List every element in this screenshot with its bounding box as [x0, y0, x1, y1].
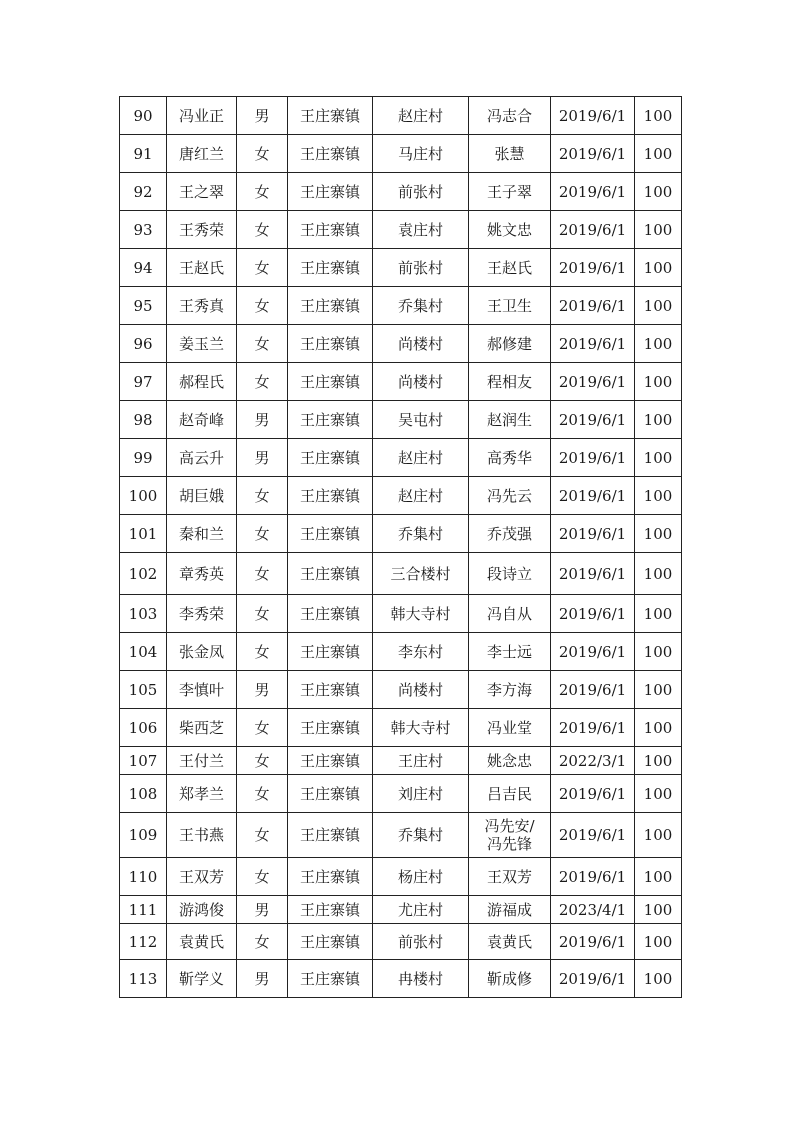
cell-town: 王庄寨镇 — [288, 135, 373, 173]
cell-sex: 男 — [237, 401, 288, 439]
cell-sex: 女 — [237, 633, 288, 671]
cell-amount: 100 — [635, 515, 682, 553]
cell-date: 2019/6/1 — [551, 97, 635, 135]
cell-village: 尚楼村 — [373, 671, 469, 709]
cell-name: 王书燕 — [167, 813, 237, 858]
cell-amount: 100 — [635, 747, 682, 775]
cell-village: 韩大寺村 — [373, 595, 469, 633]
cell-sex: 女 — [237, 287, 288, 325]
table-row — [120, 477, 682, 515]
cell-name: 唐红兰 — [167, 135, 237, 173]
cell-amount: 100 — [635, 363, 682, 401]
cell-town: 王庄寨镇 — [288, 671, 373, 709]
cell-date: 2019/6/1 — [551, 633, 635, 671]
cell-sex: 男 — [237, 97, 288, 135]
cell-town: 王庄寨镇 — [288, 249, 373, 287]
cell-village: 乔集村 — [373, 515, 469, 553]
cell-village: 赵庄村 — [373, 439, 469, 477]
cell-contact: 冯业堂 — [469, 709, 551, 747]
cell-date: 2019/6/1 — [551, 135, 635, 173]
cell-serial-number: 95 — [120, 287, 167, 325]
cell-town: 王庄寨镇 — [288, 858, 373, 896]
cell-date: 2019/6/1 — [551, 287, 635, 325]
cell-amount: 100 — [635, 960, 682, 998]
cell-contact: 王卫生 — [469, 287, 551, 325]
cell-date: 2023/4/1 — [551, 896, 635, 924]
cell-village: 赵庄村 — [373, 97, 469, 135]
cell-sex: 女 — [237, 325, 288, 363]
cell-town: 王庄寨镇 — [288, 97, 373, 135]
cell-town: 王庄寨镇 — [288, 633, 373, 671]
cell-name: 冯业正 — [167, 97, 237, 135]
cell-name: 赵奇峰 — [167, 401, 237, 439]
cell-serial-number: 108 — [120, 775, 167, 813]
cell-serial-number: 97 — [120, 363, 167, 401]
cell-contact: 姚文忠 — [469, 211, 551, 249]
cell-village: 前张村 — [373, 173, 469, 211]
table-row — [120, 439, 682, 477]
cell-date: 2019/6/1 — [551, 775, 635, 813]
cell-town: 王庄寨镇 — [288, 960, 373, 998]
cell-town: 王庄寨镇 — [288, 924, 373, 960]
cell-amount: 100 — [635, 924, 682, 960]
cell-village: 李东村 — [373, 633, 469, 671]
cell-sex: 男 — [237, 896, 288, 924]
cell-town: 王庄寨镇 — [288, 477, 373, 515]
cell-village: 吴屯村 — [373, 401, 469, 439]
table-row — [120, 363, 682, 401]
table-row — [120, 813, 682, 858]
cell-town: 王庄寨镇 — [288, 747, 373, 775]
cell-sex: 女 — [237, 363, 288, 401]
cell-contact: 袁黄氏 — [469, 924, 551, 960]
cell-village: 袁庄村 — [373, 211, 469, 249]
cell-town: 王庄寨镇 — [288, 401, 373, 439]
cell-serial-number: 104 — [120, 633, 167, 671]
cell-sex: 女 — [237, 515, 288, 553]
cell-sex: 女 — [237, 249, 288, 287]
cell-date: 2019/6/1 — [551, 553, 635, 595]
cell-village: 韩大寺村 — [373, 709, 469, 747]
cell-date: 2019/6/1 — [551, 401, 635, 439]
table-row — [120, 858, 682, 896]
cell-date: 2019/6/1 — [551, 595, 635, 633]
cell-name: 胡巨娥 — [167, 477, 237, 515]
table-row — [120, 249, 682, 287]
cell-sex: 女 — [237, 813, 288, 858]
cell-town: 王庄寨镇 — [288, 325, 373, 363]
cell-date: 2019/6/1 — [551, 477, 635, 515]
cell-village: 赵庄村 — [373, 477, 469, 515]
table-row — [120, 896, 682, 924]
cell-amount: 100 — [635, 709, 682, 747]
cell-serial-number: 98 — [120, 401, 167, 439]
cell-name: 靳学义 — [167, 960, 237, 998]
table-row — [120, 401, 682, 439]
cell-contact: 高秀华 — [469, 439, 551, 477]
cell-date: 2019/6/1 — [551, 813, 635, 858]
cell-sex: 男 — [237, 439, 288, 477]
cell-name: 郝程氏 — [167, 363, 237, 401]
cell-town: 王庄寨镇 — [288, 173, 373, 211]
cell-amount: 100 — [635, 135, 682, 173]
table-row — [120, 173, 682, 211]
cell-village: 冉楼村 — [373, 960, 469, 998]
cell-amount: 100 — [635, 813, 682, 858]
cell-sex: 女 — [237, 747, 288, 775]
cell-town: 王庄寨镇 — [288, 709, 373, 747]
cell-name: 王双芳 — [167, 858, 237, 896]
cell-amount: 100 — [635, 325, 682, 363]
table-row — [120, 775, 682, 813]
cell-sex: 女 — [237, 775, 288, 813]
cell-serial-number: 112 — [120, 924, 167, 960]
cell-town: 王庄寨镇 — [288, 896, 373, 924]
table-row — [120, 287, 682, 325]
cell-date: 2019/6/1 — [551, 325, 635, 363]
cell-serial-number: 91 — [120, 135, 167, 173]
cell-contact: 李士远 — [469, 633, 551, 671]
table-row — [120, 325, 682, 363]
cell-serial-number: 111 — [120, 896, 167, 924]
cell-serial-number: 110 — [120, 858, 167, 896]
cell-town: 王庄寨镇 — [288, 775, 373, 813]
records-table — [119, 96, 682, 998]
cell-serial-number: 107 — [120, 747, 167, 775]
cell-serial-number: 101 — [120, 515, 167, 553]
table-row — [120, 515, 682, 553]
cell-serial-number: 105 — [120, 671, 167, 709]
cell-date: 2019/6/1 — [551, 671, 635, 709]
cell-serial-number: 99 — [120, 439, 167, 477]
cell-serial-number: 109 — [120, 813, 167, 858]
cell-name: 章秀英 — [167, 553, 237, 595]
cell-name: 李秀荣 — [167, 595, 237, 633]
cell-amount: 100 — [635, 211, 682, 249]
cell-name: 秦和兰 — [167, 515, 237, 553]
cell-name: 高云升 — [167, 439, 237, 477]
cell-sex: 女 — [237, 858, 288, 896]
cell-amount: 100 — [635, 249, 682, 287]
table-row — [120, 747, 682, 775]
table-row — [120, 97, 682, 135]
cell-sex: 女 — [237, 477, 288, 515]
table-row — [120, 671, 682, 709]
cell-date: 2019/6/1 — [551, 439, 635, 477]
cell-name: 王赵氏 — [167, 249, 237, 287]
cell-village: 尚楼村 — [373, 363, 469, 401]
cell-date: 2022/3/1 — [551, 747, 635, 775]
cell-amount: 100 — [635, 633, 682, 671]
cell-serial-number: 100 — [120, 477, 167, 515]
cell-contact: 冯自从 — [469, 595, 551, 633]
cell-name: 郑孝兰 — [167, 775, 237, 813]
cell-contact: 赵润生 — [469, 401, 551, 439]
cell-town: 王庄寨镇 — [288, 439, 373, 477]
cell-amount: 100 — [635, 439, 682, 477]
cell-sex: 女 — [237, 553, 288, 595]
table-row — [120, 709, 682, 747]
cell-village: 尤庄村 — [373, 896, 469, 924]
cell-name: 张金凤 — [167, 633, 237, 671]
cell-village: 马庄村 — [373, 135, 469, 173]
cell-amount: 100 — [635, 97, 682, 135]
cell-serial-number: 92 — [120, 173, 167, 211]
cell-amount: 100 — [635, 858, 682, 896]
cell-serial-number: 102 — [120, 553, 167, 595]
cell-sex: 女 — [237, 709, 288, 747]
cell-village: 王庄村 — [373, 747, 469, 775]
cell-sex: 女 — [237, 135, 288, 173]
cell-village: 前张村 — [373, 249, 469, 287]
cell-name: 王秀荣 — [167, 211, 237, 249]
table-row — [120, 135, 682, 173]
cell-contact: 程相友 — [469, 363, 551, 401]
cell-contact: 王双芳 — [469, 858, 551, 896]
cell-village: 前张村 — [373, 924, 469, 960]
table-row — [120, 633, 682, 671]
cell-amount: 100 — [635, 553, 682, 595]
cell-name: 李慎叶 — [167, 671, 237, 709]
cell-serial-number: 106 — [120, 709, 167, 747]
cell-date: 2019/6/1 — [551, 960, 635, 998]
cell-sex: 女 — [237, 595, 288, 633]
cell-sex: 男 — [237, 960, 288, 998]
cell-serial-number: 103 — [120, 595, 167, 633]
cell-sex: 女 — [237, 173, 288, 211]
cell-serial-number: 90 — [120, 97, 167, 135]
cell-village: 乔集村 — [373, 287, 469, 325]
cell-amount: 100 — [635, 287, 682, 325]
cell-town: 王庄寨镇 — [288, 287, 373, 325]
cell-town: 王庄寨镇 — [288, 363, 373, 401]
cell-name: 王付兰 — [167, 747, 237, 775]
cell-date: 2019/6/1 — [551, 173, 635, 211]
cell-town: 王庄寨镇 — [288, 211, 373, 249]
cell-amount: 100 — [635, 595, 682, 633]
cell-contact: 张慧 — [469, 135, 551, 173]
cell-contact: 冯先云 — [469, 477, 551, 515]
cell-date: 2019/6/1 — [551, 249, 635, 287]
table-row — [120, 595, 682, 633]
cell-date: 2019/6/1 — [551, 363, 635, 401]
cell-town: 王庄寨镇 — [288, 553, 373, 595]
cell-amount: 100 — [635, 477, 682, 515]
cell-date: 2019/6/1 — [551, 924, 635, 960]
cell-contact: 乔茂强 — [469, 515, 551, 553]
cell-amount: 100 — [635, 173, 682, 211]
cell-village: 刘庄村 — [373, 775, 469, 813]
cell-sex: 男 — [237, 671, 288, 709]
cell-contact: 王子翠 — [469, 173, 551, 211]
cell-town: 王庄寨镇 — [288, 595, 373, 633]
cell-name: 袁黄氏 — [167, 924, 237, 960]
cell-date: 2019/6/1 — [551, 858, 635, 896]
cell-village: 三合楼村 — [373, 553, 469, 595]
cell-amount: 100 — [635, 401, 682, 439]
cell-town: 王庄寨镇 — [288, 813, 373, 858]
table-row — [120, 960, 682, 998]
cell-amount: 100 — [635, 896, 682, 924]
table-row — [120, 211, 682, 249]
cell-contact: 李方海 — [469, 671, 551, 709]
records-table-body — [120, 97, 682, 998]
cell-contact: 姚念忠 — [469, 747, 551, 775]
cell-contact: 冯志合 — [469, 97, 551, 135]
cell-date: 2019/6/1 — [551, 709, 635, 747]
table-row — [120, 924, 682, 960]
cell-sex: 女 — [237, 924, 288, 960]
cell-date: 2019/6/1 — [551, 211, 635, 249]
cell-serial-number: 113 — [120, 960, 167, 998]
cell-serial-number: 93 — [120, 211, 167, 249]
cell-serial-number: 94 — [120, 249, 167, 287]
cell-amount: 100 — [635, 775, 682, 813]
cell-village: 杨庄村 — [373, 858, 469, 896]
table-row — [120, 553, 682, 595]
cell-village: 尚楼村 — [373, 325, 469, 363]
cell-village: 乔集村 — [373, 813, 469, 858]
cell-contact: 靳成修 — [469, 960, 551, 998]
cell-contact: 段诗立 — [469, 553, 551, 595]
cell-contact: 王赵氏 — [469, 249, 551, 287]
cell-name: 柴西芝 — [167, 709, 237, 747]
cell-contact: 游福成 — [469, 896, 551, 924]
cell-contact: 吕吉民 — [469, 775, 551, 813]
cell-serial-number: 96 — [120, 325, 167, 363]
cell-name: 王秀真 — [167, 287, 237, 325]
cell-contact: 冯先安/ 冯先锋 — [469, 813, 551, 858]
cell-amount: 100 — [635, 671, 682, 709]
cell-town: 王庄寨镇 — [288, 515, 373, 553]
cell-name: 姜玉兰 — [167, 325, 237, 363]
cell-contact: 郝修建 — [469, 325, 551, 363]
cell-date: 2019/6/1 — [551, 515, 635, 553]
cell-sex: 女 — [237, 211, 288, 249]
cell-name: 王之翠 — [167, 173, 237, 211]
cell-name: 游鸿俊 — [167, 896, 237, 924]
